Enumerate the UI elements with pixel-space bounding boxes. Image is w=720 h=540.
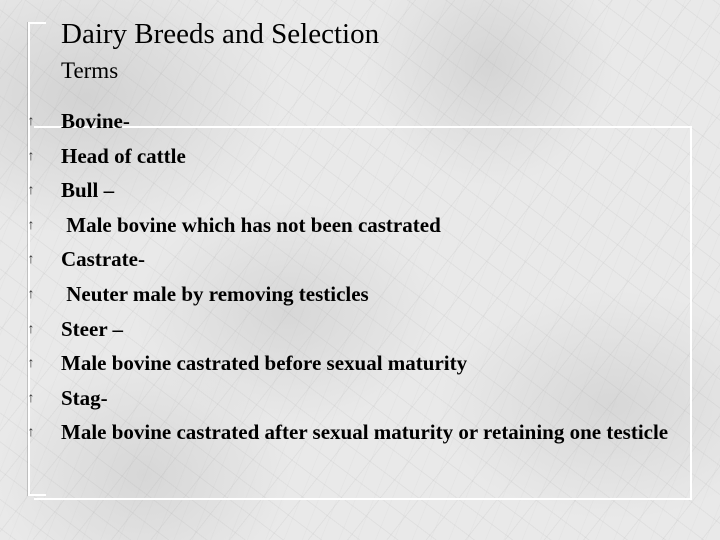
bullet-text: Head of cattle (61, 143, 186, 168)
bullet-item (24, 176, 694, 211)
arrow-icon: ↑ (27, 286, 35, 302)
arrow-icon: ↑ (27, 114, 35, 129)
arrow-icon: ↑ (27, 356, 35, 372)
arrow-icon: ↑ (27, 321, 35, 337)
bullet-text: Steer – (61, 316, 124, 341)
bullet-text: Male bovine castrated before sexual maturity (61, 351, 468, 376)
arrow-icon: ↑ (27, 148, 35, 164)
bullet-text: Neuter male by removing testicles (61, 281, 369, 306)
arrow-icon: ↑ (27, 183, 35, 199)
bullet-item (24, 315, 694, 350)
bullet-text: Stag- (61, 385, 108, 410)
bullet-item (24, 211, 694, 246)
bullet-item (24, 142, 694, 177)
bullet-item (24, 418, 694, 447)
bullet-text: Bovine- (61, 109, 130, 133)
bullet-item (24, 280, 694, 315)
bullet-text: Male bovine castrated after sexual maturity or retaining one testicle (61, 420, 669, 445)
slide-title: Dairy Breeds and Selection (61, 18, 380, 50)
arrow-icon: ↑ (27, 425, 35, 441)
bullet-item (24, 245, 694, 280)
arrow-icon: ↑ (27, 252, 35, 268)
bullet-item (24, 349, 694, 384)
arrow-icon: ↑ (27, 217, 35, 233)
bullet-item (24, 107, 694, 142)
slide-subtitle: Terms (61, 58, 119, 83)
bullet-text: Male bovine which has not been castrated (61, 212, 441, 237)
bullet-list (24, 107, 694, 447)
arrow-icon: ↑ (27, 390, 35, 406)
bullet-text: Castrate- (61, 247, 145, 272)
bullet-item (24, 384, 694, 419)
bullet-text: Bull – (61, 178, 115, 203)
